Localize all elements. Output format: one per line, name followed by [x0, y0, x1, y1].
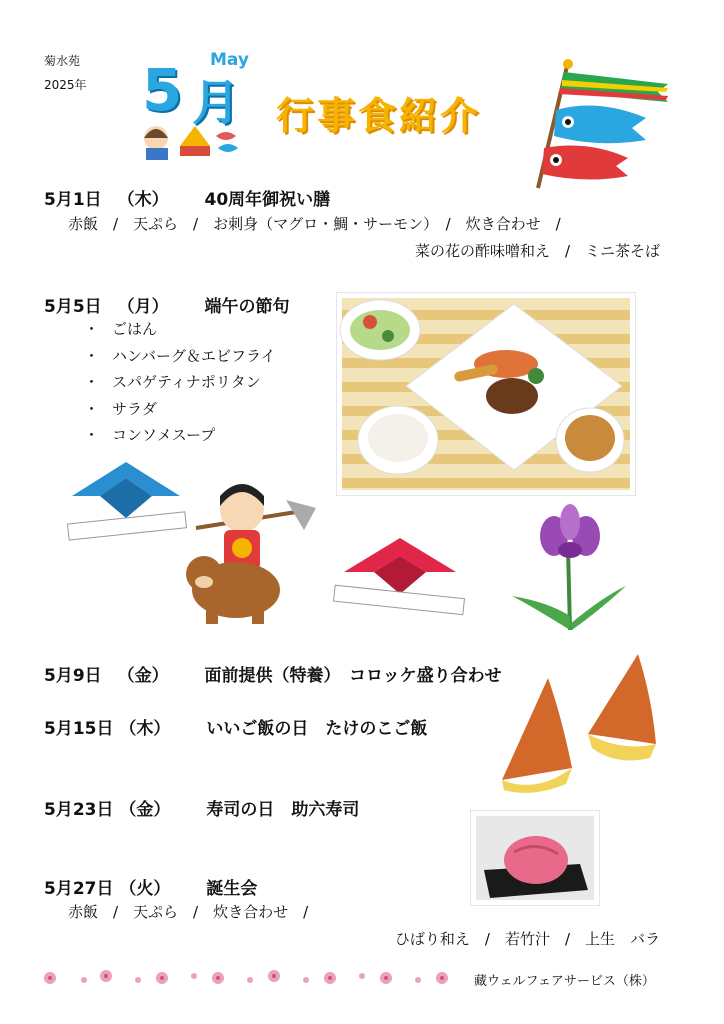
event-name: 端午の節句 — [204, 297, 290, 317]
event-name: いいご飯の日 たけのこご飯 — [206, 719, 428, 739]
event-date: 5月23日 — [44, 800, 114, 820]
event-name: 40周年御祝い膳 — [204, 190, 331, 210]
iris-flower-icon — [508, 492, 628, 632]
event-date: 5月5日 — [44, 297, 102, 317]
event-3-heading — [44, 661, 502, 686]
kabuto-helmet-icon — [62, 456, 192, 552]
event-weekday: （金） — [117, 666, 169, 686]
event-1-heading — [44, 185, 330, 210]
event-1-menu-line2: 菜の花の酢味噌和え / ミニ茶そば — [414, 242, 660, 260]
mascot-icon — [140, 116, 250, 160]
year-label: 2025年 — [44, 78, 87, 92]
event-weekday: （月） — [117, 297, 169, 317]
month-kanji: 月 — [192, 75, 239, 131]
event-6-heading — [44, 874, 257, 899]
month-number: 5 — [142, 56, 181, 124]
event-date: 5月15日 — [44, 719, 114, 739]
event-date: 5月9日 — [44, 666, 102, 686]
list-item: ・ ごはん — [84, 320, 158, 338]
event-weekday: （木） — [119, 719, 171, 739]
list-item: ・ スパゲティナポリタン — [84, 373, 261, 391]
sweet-photo — [470, 810, 600, 906]
event-1-menu-line1: 赤飯 / 天ぷら / お刺身（マグロ・鯛・サーモン） / 炊き合わせ / — [68, 215, 561, 233]
event-name: 寿司の日 助六寿司 — [206, 800, 360, 820]
month-english: May — [210, 50, 249, 70]
event-6-menu-line1: 赤飯 / 天ぷら / 炊き合わせ / — [68, 903, 309, 921]
carp-streamer-icon — [528, 58, 678, 198]
cherry-blossom-icon — [40, 966, 460, 990]
event-5-heading — [44, 795, 359, 820]
event-4-heading — [44, 714, 427, 739]
event-date: 5月27日 — [44, 879, 114, 899]
event-6-menu-line2: ひばり和え / 若竹汁 / 上生 バラ — [394, 930, 660, 948]
month-badge — [140, 50, 270, 160]
event-name: 誕生会 — [206, 879, 258, 899]
event-name: 面前提供（特養） コロッケ盛り合わせ — [204, 666, 502, 686]
event-date: 5月1日 — [44, 190, 102, 210]
list-item: ・ ハンバーグ＆エビフライ — [84, 346, 276, 365]
list-item: ・ コンソメスープ — [84, 426, 216, 444]
event-2-menu-list — [84, 318, 276, 451]
event-weekday: （火） — [119, 879, 171, 899]
bamboo-shoot-icon — [492, 648, 662, 796]
event-weekday: （金） — [119, 800, 171, 820]
event-weekday: （木） — [117, 190, 169, 210]
kabuto-helmet-icon — [326, 534, 476, 634]
event-2-heading — [44, 292, 290, 317]
footer-company: 藏ウェルフェアサービス（株） — [474, 974, 655, 989]
meal-photo — [336, 292, 636, 496]
kintaro-bear-icon — [186, 478, 326, 628]
list-item: ・ サラダ — [84, 399, 157, 418]
facility-name: 菊水苑 — [44, 54, 81, 68]
page-title: 行事食紹介 — [276, 94, 482, 138]
